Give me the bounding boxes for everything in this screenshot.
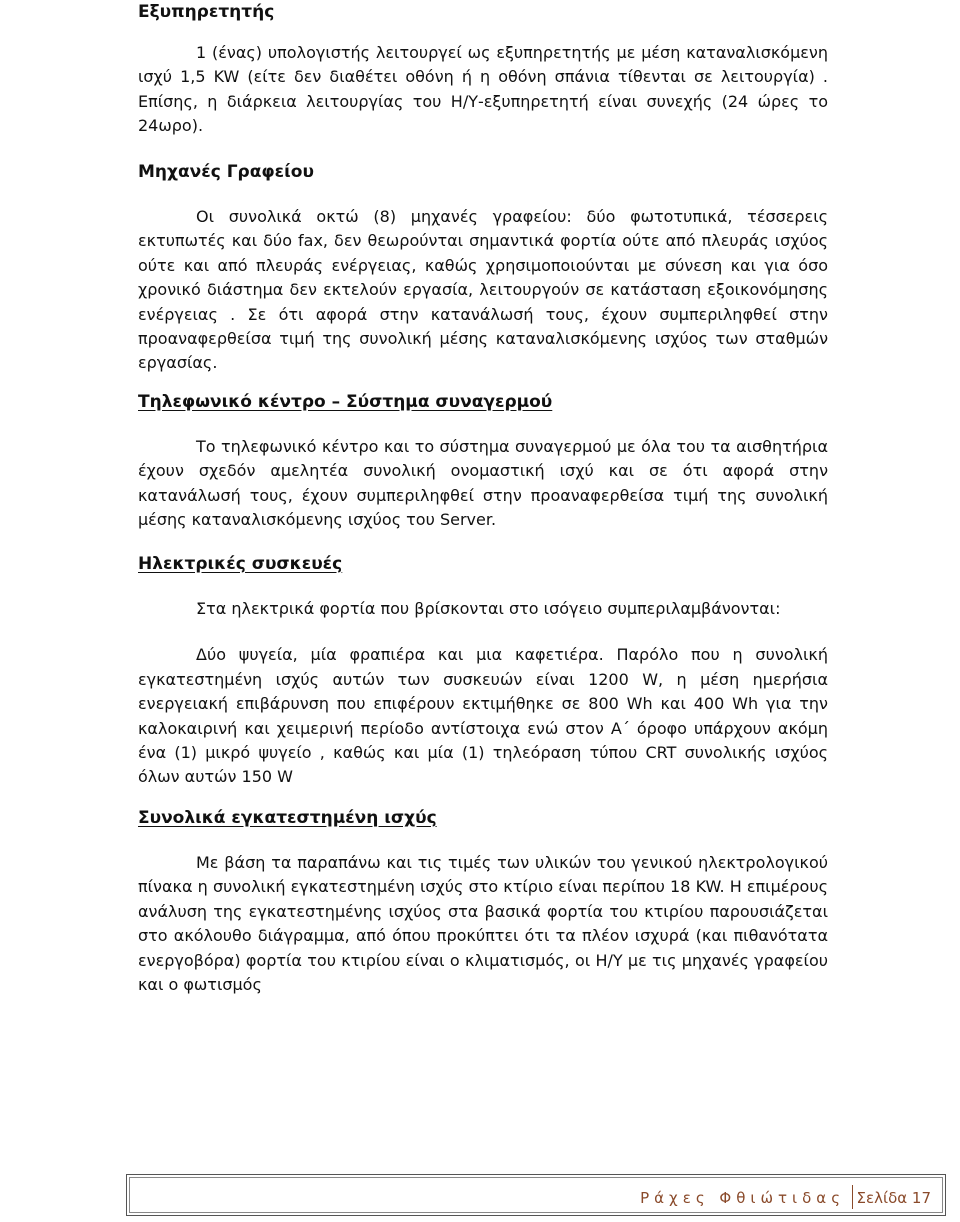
paragraph: Οι συνολικά οκτώ (8) μηχανές γραφείου: δύο φωτοτυπικά, τέσσερεις εκτυπωτές και δύο fax, δεν θεωρούνται σημαντικά φορτία ούτε από πλευράς ισχύος ούτε και από πλευράς ενέργειας, καθώς χρησιμοποιούνται με σύνεση και για όσο χρονικό διάστημα δεν εκτελούν εργασία, λειτουργούν σε κατάσταση εξοικονόμησης ενέργειας . Σε ότι αφορά στην κατανάλωσή τους, έχουν συμπεριληφθεί στην προαναφερθείσα τιμή της συνολική μέσης καταναλισκόμενης ισχύος των σταθμών εργασίας.: [138, 207, 828, 373]
section-electrical-appliances: [138, 552, 828, 790]
section-heading: Τηλεφωνικό κέντρο – Σύστημα συναγερμού: [138, 392, 553, 412]
paragraph: 1 (ένας) υπολογιστής λειτουργεί ως εξυπηρετητής με μέση καταναλισκόμενη ισχύ 1,5 KW (είτε δεν διαθέτει οθόνη ή η οθόνη σπάνια τίθενται σε λειτουργία) . Επίσης, η διάρκεια λειτουργίας του Η/Υ-εξυπηρετητή είναι συνεχής (24 ώρες το 24ωρο).: [138, 43, 828, 136]
section-office-machines: [138, 160, 828, 376]
section-heading: Ηλεκτρικές συσκευές: [138, 554, 343, 574]
section-heading: Μηχανές Γραφείου: [138, 162, 314, 182]
section-heading: Εξυπηρετητής: [138, 2, 275, 22]
footer-author: Ράχες Φθιώτιδας: [640, 1189, 845, 1207]
paragraph: Δύο ψυγεία, μία φραπιέρα και μια καφετιέρα. Παρόλο που η συνολική εγκατεστημένη ισχύς αυτών των συσκευών είναι 1200 W, η μέση ημερήσια ενεργειακή επιβάρυνση που επιφέρουν εκτιμήθηκε σε 800 Wh και 400 Wh για την καλοκαιρινή και χειμερινή περίοδο αντίστοιχα ενώ στον Α΄ όροφο υπάρχουν ακόμη ένα (1) μικρό ψυγείο , καθώς και μία (1) τηλεόραση τύπου CRT συνολικής ισχύος όλων αυτών 150 W: [138, 645, 828, 787]
paragraph: Με βάση τα παραπάνω και τις τιμές των υλικών του γενικού ηλεκτρολογικού πίνακα η συνολική εγκατεστημένη ισχύς στο κτίριο είναι περίπου 18 KW. Η επιμέρους ανάλυση της εγκατεστημένης ισχύος στα βασικά φορτία του κτιρίου παρουσιάζεται στο ακόλουθο διάγραμμα, από όπου προκύπτει ότι τα πλέον ισχυρά (και πιθανότατα ενεργοβόρα) φορτία του κτιρίου είναι ο κλιματισμός, οι Η/Υ με τις μηχανές γραφείου και ο φωτισμός: [138, 853, 828, 995]
section-telephone-alarm: [138, 390, 828, 533]
footer-page-number: Σελίδα 17: [856, 1189, 931, 1207]
page-footer: [126, 1174, 946, 1216]
paragraph: Στα ηλεκτρικά φορτία που βρίσκονται στο ισόγειο συμπεριλαμβάνονται:: [196, 599, 781, 618]
section-total-installed-power: [138, 806, 828, 997]
section-heading: Συνολικά εγκατεστημένη ισχύς: [138, 808, 437, 828]
footer-divider: [852, 1185, 853, 1209]
paragraph: Το τηλεφωνικό κέντρο και το σύστημα συναγερμού με όλα του τα αισθητήρια έχουν σχεδόν αμελητέα συνολική ονομαστική ισχύ και σε ότι αφορά στην κατανάλωσή τους, έχουν συμπεριληφθεί στην προαναφερθείσα τιμή της συνολική μέσης καταναλισκόμενης ισχύος του Server.: [138, 437, 828, 530]
section-server: [138, 0, 828, 139]
